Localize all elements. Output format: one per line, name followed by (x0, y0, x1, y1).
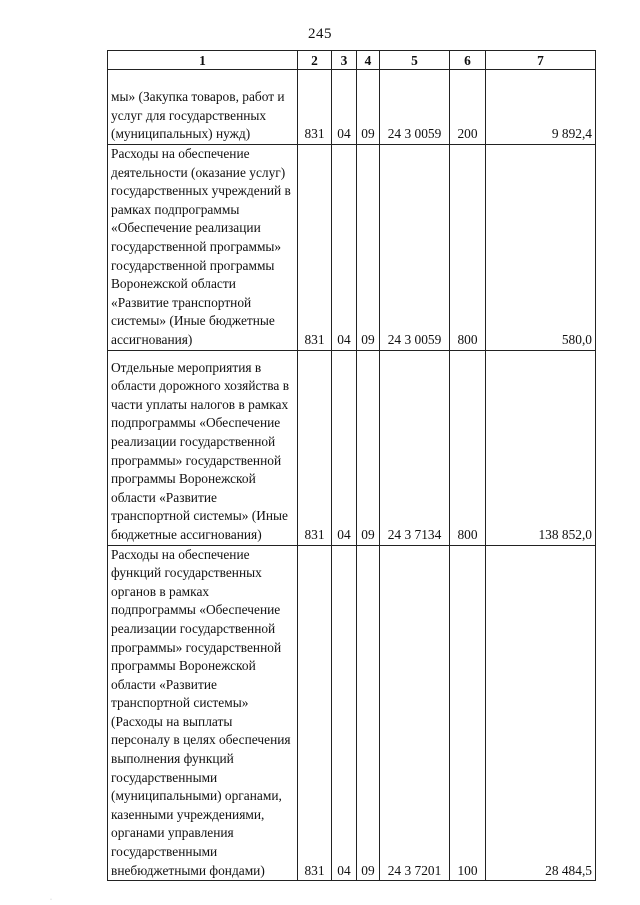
cell-subsection: 09 (357, 70, 380, 145)
cell-section: 04 (332, 145, 357, 351)
row-description: Расходы на обеспечение функций государственных органов в рамках подпрограммы «Обеспечение реализации государственной программы» государственной программы Воронежской области «Развитие транспортной системы» (Расходы на выплаты персоналу в целях обеспечения выполнения функций государственными (муниципальными) органами, казенными учреждениями, органами управления государственными внебюджетными фондами) (108, 545, 298, 881)
cell-subsection: 09 (357, 350, 380, 545)
table-row (108, 350, 596, 545)
cell-section: 04 (332, 70, 357, 145)
cell-admin-code: 831 (298, 145, 332, 351)
cell-section: 04 (332, 350, 357, 545)
cell-expense-type: 100 (450, 545, 486, 881)
cell-amount: 9 892,4 (486, 70, 596, 145)
row-description: Расходы на обеспечение деятельности (оказание услуг) государственных учреждений в рамках подпрограммы «Обеспечение реализации государственной программы» государственной программы Воронежской области «Развитие транспортной системы» (Иные бюджетные ассигнования) (108, 145, 298, 351)
cell-subsection: 09 (357, 545, 380, 881)
cell-admin-code: 831 (298, 545, 332, 881)
table-row (108, 70, 596, 145)
cell-expense-type: 800 (450, 350, 486, 545)
col-header-3: 3 (332, 51, 357, 70)
table-row (108, 145, 596, 351)
scan-artifact: · (50, 897, 52, 903)
cell-target-article: 24 3 0059 (380, 145, 450, 351)
col-header-4: 4 (357, 51, 380, 70)
col-header-7: 7 (486, 51, 596, 70)
cell-subsection: 09 (357, 145, 380, 351)
cell-amount: 580,0 (486, 145, 596, 351)
cell-target-article: 24 3 7201 (380, 545, 450, 881)
col-header-5: 5 (380, 51, 450, 70)
page-number: 245 (308, 26, 332, 42)
cell-amount: 28 484,5 (486, 545, 596, 881)
cell-target-article: 24 3 7134 (380, 350, 450, 545)
header-row (108, 51, 596, 70)
cell-section: 04 (332, 545, 357, 881)
cell-admin-code: 831 (298, 70, 332, 145)
cell-admin-code: 831 (298, 350, 332, 545)
cell-target-article: 24 3 0059 (380, 70, 450, 145)
row-description: Отдельные мероприятия в области дорожного хозяйства в части уплаты налогов в рамках подпрограммы «Обеспечение реализации государственной программы» государственной программы Воронежской области «Развитие транспортной системы» (Иные бюджетные ассигнования) (108, 350, 298, 545)
col-header-2: 2 (298, 51, 332, 70)
row-description: мы» (Закупка товаров, работ и услуг для государственных (муниципальных) нужд) (108, 70, 298, 145)
cell-amount: 138 852,0 (486, 350, 596, 545)
col-header-6: 6 (450, 51, 486, 70)
cell-expense-type: 200 (450, 70, 486, 145)
table-row (108, 545, 596, 881)
cell-expense-type: 800 (450, 145, 486, 351)
col-header-1: 1 (108, 51, 298, 70)
budget-table (107, 50, 596, 881)
